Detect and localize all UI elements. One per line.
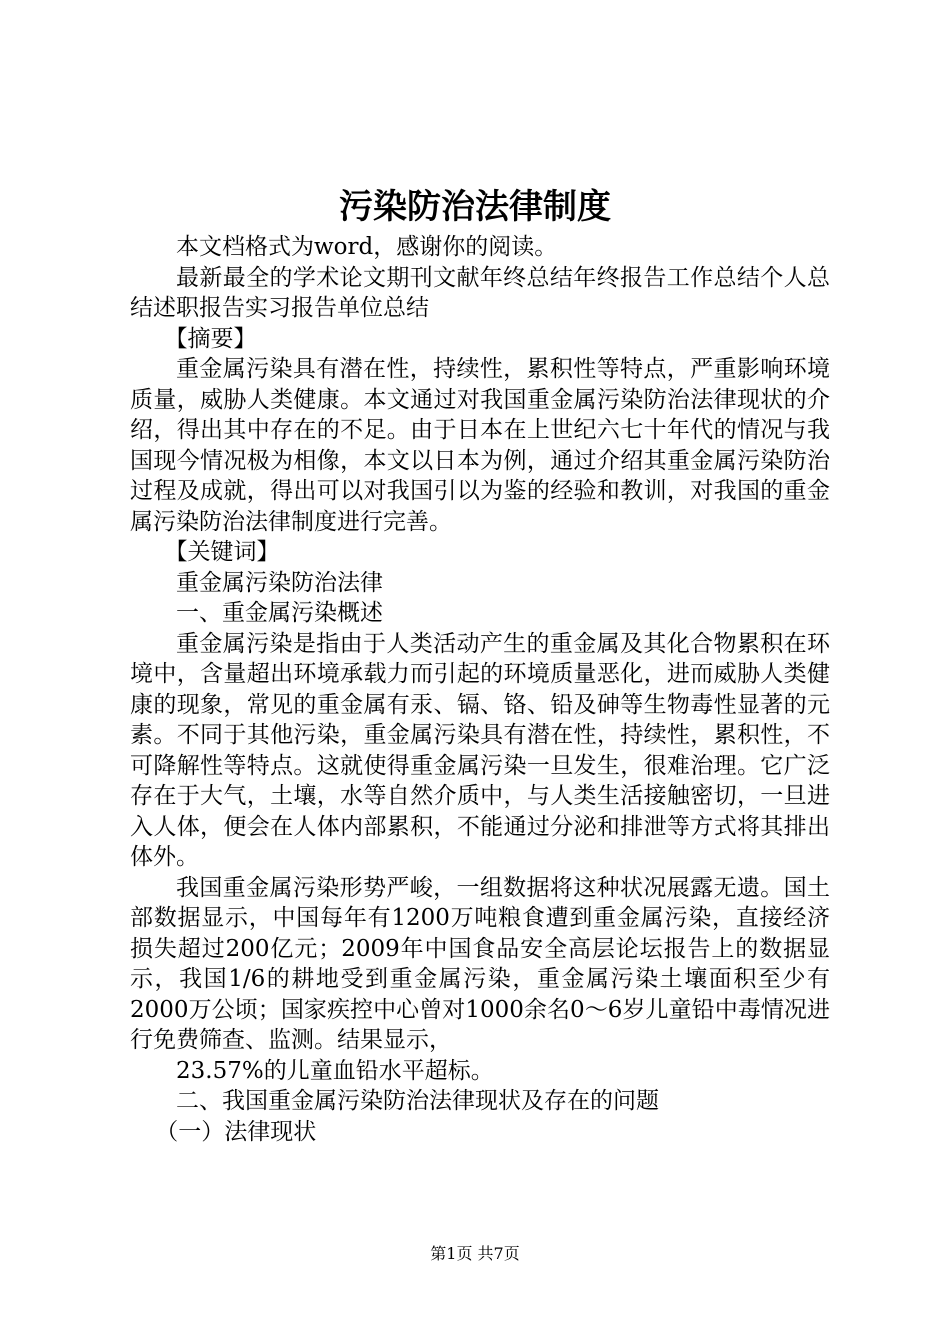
heading-abstract: 【摘要】 bbox=[164, 325, 257, 352]
section-heading-1: 一、重金属污染概述 bbox=[176, 600, 383, 626]
paragraph-statistic: 23.57%的儿童血铅水平超标。 bbox=[176, 1057, 494, 1084]
heading-keywords: 【关键词】 bbox=[164, 539, 280, 565]
document-title: 污染防治法律制度 bbox=[339, 187, 611, 227]
section-heading-2: 二、我国重金属污染防治法律现状及存在的问题 bbox=[176, 1088, 659, 1114]
subsection-heading-1: （一）法律现状 bbox=[155, 1118, 317, 1145]
paragraph-abstract: 重金属污染具有潜在性，持续性，累积性等特点，严重影响环境质量，威胁人类健康。本文通过对我国重金属污染防治法律现状的介绍，得出其中存在的不足。由于日本在上世纪六七十年代的情况与我国现今情况极为相像，本文以日本为例，通过介绍其重金属污染防治过程及成就，得出可以对我国引以为鉴的经验和教训，对我国的重金属污染防治法律制度进行完善。 bbox=[130, 356, 830, 535]
document-body bbox=[130, 232, 830, 1147]
paragraph-overview: 重金属污染是指由于人类活动产生的重金属及其化合物累积在环境中，含量超出环境承载力而引起的环境质量恶化，进而威胁人类健康的现象，常见的重金属有汞、镉、铬、铅及砷等生物毒性显著的元素。不同于其他污染，重金属污染具有潜在性，持续性，累积性，不可降解性等特点。这就使得重金属污染一旦发生，很难治理。它广泛存在于大气，土壤，水等自然介质中，与人类生活接触密切，一旦进入人体，便会在人体内部累积，不能通过分泌和排泄等方式将其排出体外。 bbox=[130, 630, 830, 870]
page-footer: 第1页 共7页 bbox=[430, 1244, 520, 1263]
paragraph-format-note: 本文档格式为word，感谢你的阅读。 bbox=[176, 234, 558, 260]
paragraph-promo: 最新最全的学术论文期刊文献年终总结年终报告工作总结个人总结述职报告实习报告单位总结 bbox=[130, 264, 830, 321]
paragraph-situation: 我国重金属污染形势严峻，一组数据将这种状况展露无遗。国土部数据显示，中国每年有1200万吨粮食遭到重金属污染，直接经济损失超过200亿元；2009年中国食品安全高层论坛报告上的数据显示，我国1/6的耕地受到重金属污染，重金属污染土壤面积至少有2000万公顷；国家疾控中心曾对1000余名0～6岁儿童铅中毒情况进行免费筛查、监测。结果显示， bbox=[130, 874, 830, 1053]
paragraph-keywords: 重金属污染防治法律 bbox=[176, 569, 383, 596]
